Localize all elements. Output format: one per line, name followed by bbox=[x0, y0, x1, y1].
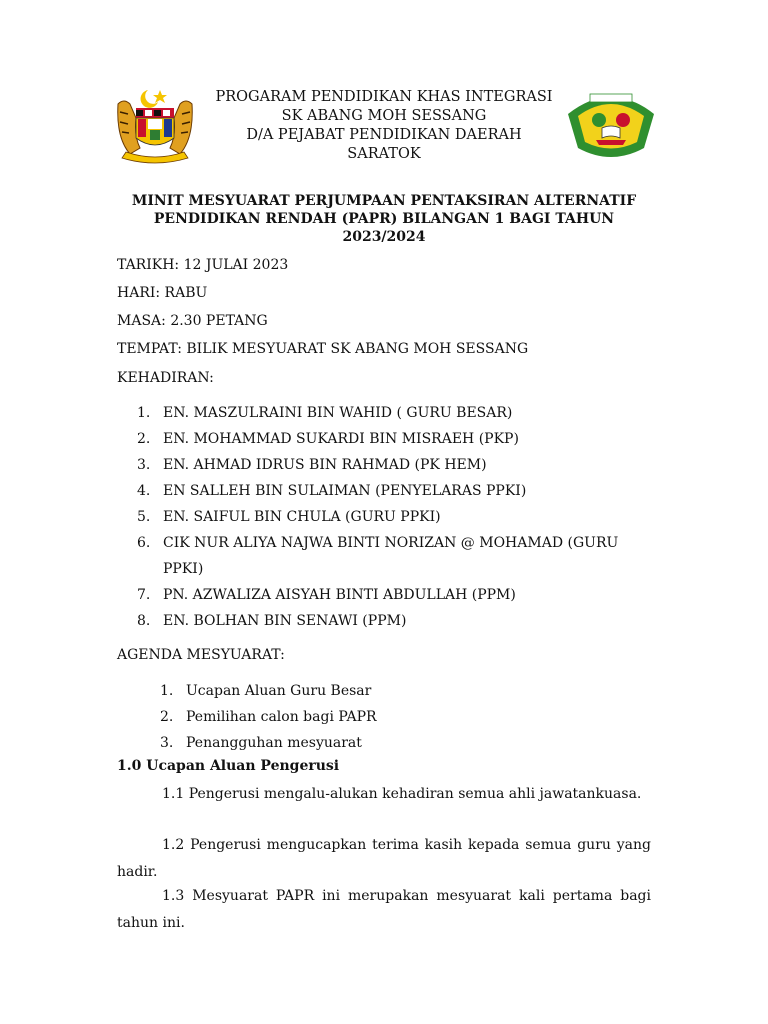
list-item bbox=[137, 582, 657, 608]
meeting-day: HARI: RABU bbox=[117, 285, 208, 301]
paragraph bbox=[117, 781, 651, 808]
list-item-number: 4. bbox=[137, 483, 151, 499]
letterhead-line-3: D/A PEJABAT PENDIDIKAN DAERAH bbox=[246, 127, 522, 143]
attendance-label: KEHADIRAN: bbox=[117, 370, 214, 386]
list-item-number: 2. bbox=[160, 709, 174, 725]
list-item-number: 5. bbox=[137, 509, 151, 525]
paragraph-text: 1.1 Pengerusi mengalu-alukan kehadiran semua ahli jawatankuasa. bbox=[162, 786, 642, 802]
meeting-venue: TEMPAT: BILIK MESYUARAT SK ABANG MOH SESSANG bbox=[117, 341, 529, 357]
coat-of-arms-logo bbox=[112, 84, 198, 166]
agenda-list bbox=[160, 678, 460, 756]
list-item-number: 2. bbox=[137, 431, 151, 447]
paragraph bbox=[117, 832, 651, 886]
list-item bbox=[137, 400, 657, 426]
list-item-number: 7. bbox=[137, 587, 151, 603]
school-badge-logo bbox=[566, 84, 656, 160]
list-item-number: 1. bbox=[137, 405, 151, 421]
list-item-number: 3. bbox=[137, 457, 151, 473]
list-item-number: 8. bbox=[137, 613, 151, 629]
letterhead-line-1: PROGARAM PENDIDIKAN KHAS INTEGRASI bbox=[215, 89, 553, 105]
list-item bbox=[137, 452, 657, 478]
title-line-1: MINIT MESYUARAT PERJUMPAAN PENTAKSIRAN ALTERNATIF bbox=[131, 193, 637, 209]
list-item-text: Ucapan Aluan Guru Besar bbox=[186, 683, 372, 699]
paragraph bbox=[117, 883, 651, 937]
list-item-text: Pemilihan calon bagi PAPR bbox=[186, 709, 377, 725]
agenda-label: AGENDA MESYUARAT: bbox=[117, 647, 285, 663]
section-heading: 1.0 Ucapan Aluan Pengerusi bbox=[117, 758, 340, 774]
list-item bbox=[137, 530, 657, 582]
meeting-time: MASA: 2.30 PETANG bbox=[117, 313, 268, 329]
title-line-3: 2023/2024 bbox=[342, 229, 426, 245]
meeting-date: TARIKH: 12 JULAI 2023 bbox=[117, 257, 289, 273]
title-line-2: PENDIDIKAN RENDAH (PAPR) BILANGAN 1 BAGI TAHUN bbox=[153, 211, 615, 227]
letterhead-line-2: SK ABANG MOH SESSANG bbox=[281, 108, 487, 124]
list-item-text: EN. SAIFUL BIN CHULA (GURU PPKI) bbox=[163, 509, 441, 525]
list-item-number: 3. bbox=[160, 735, 174, 751]
attendance-list bbox=[137, 400, 657, 634]
list-item-text: EN. AHMAD IDRUS BIN RAHMAD (PK HEM) bbox=[163, 457, 487, 473]
list-item-text: EN SALLEH BIN SULAIMAN (PENYELARAS PPKI) bbox=[163, 483, 527, 499]
paragraph-text: 1.2 Pengerusi mengucapkan terima kasih kepada semua guru yang hadir. bbox=[117, 837, 651, 880]
list-item bbox=[137, 504, 657, 530]
document-title bbox=[110, 192, 658, 246]
letterhead bbox=[200, 88, 568, 164]
list-item bbox=[137, 426, 657, 452]
list-item bbox=[137, 478, 657, 504]
list-item-text: Penangguhan mesyuarat bbox=[186, 735, 362, 751]
list-item-text: EN. MASZULRAINI BIN WAHID ( GURU BESAR) bbox=[163, 405, 513, 421]
list-item bbox=[160, 730, 460, 756]
list-item-number: 1. bbox=[160, 683, 174, 699]
list-item bbox=[160, 704, 460, 730]
list-item-text: PN. AZWALIZA AISYAH BINTI ABDULLAH (PPM) bbox=[163, 587, 516, 603]
list-item-text: EN. BOLHAN BIN SENAWI (PPM) bbox=[163, 613, 407, 629]
letterhead-line-4: SARATOK bbox=[347, 146, 421, 162]
paragraph-text: 1.3 Mesyuarat PAPR ini merupakan mesyuarat kali pertama bagi tahun ini. bbox=[117, 888, 651, 931]
list-item-text: EN. MOHAMMAD SUKARDI BIN MISRAEH (PKP) bbox=[163, 431, 519, 447]
list-item-number: 6. bbox=[137, 535, 151, 551]
list-item-text: CIK NUR ALIYA NAJWA BINTI NORIZAN @ MOHAMAD (GURU PPKI) bbox=[163, 535, 619, 577]
list-item bbox=[160, 678, 460, 704]
list-item bbox=[137, 608, 657, 634]
